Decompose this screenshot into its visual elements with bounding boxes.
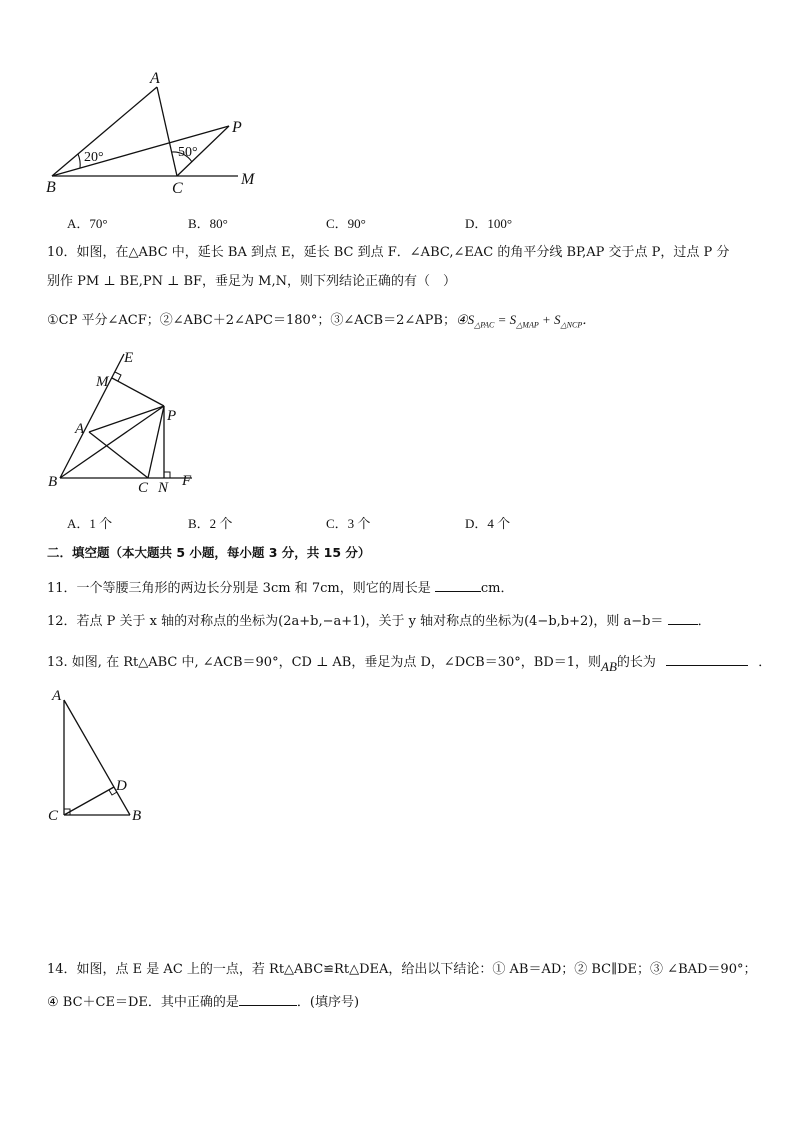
q12-text: 12．若点 P 关于 x 轴的对称点的坐标为(2a+b,−a+1)，关于 y 轴对称点的坐标为(4−b,b+2)，则 a−b＝ [47, 614, 664, 629]
q11-unit: cm． [480, 581, 514, 596]
q10-choice-d: D．4 个 [465, 516, 511, 531]
q10-statement-2: ②∠ABC＋2∠APC＝180°； [159, 313, 331, 328]
label-E: E [124, 350, 134, 366]
q9-choice-c: C．90° [326, 216, 366, 231]
segment-CD [64, 787, 114, 815]
q10-choice-c: C．3 个 [326, 516, 371, 531]
label-C: C [48, 808, 59, 824]
q13-tail: 的长为 [616, 655, 656, 670]
segment-BA [52, 87, 157, 176]
label-C: C [172, 180, 183, 196]
label-N: N [158, 480, 169, 496]
q10-choice-a: A．1 个 [67, 516, 113, 531]
label-P: P [232, 119, 242, 136]
q12-line [47, 611, 711, 631]
label-P: P [167, 408, 177, 424]
q10-line-2: 别作 PM ⊥ BE,PN ⊥ BF，垂足为 M,N，则下列结论正确的有（ ） [47, 274, 456, 289]
q14-line-1: 14．如图，点 E 是 AC 上的一点，若 Rt△ABC≌Rt△DEA，给出以下结论：① AB＝AD；② BC∥DE；③ ∠BAD＝90°； [47, 962, 757, 977]
q14-answer-blank[interactable] [239, 992, 297, 1006]
angle-arc-B [78, 154, 80, 168]
q13-ab: AB [601, 659, 617, 674]
q10-statement-4: $④S_{\triangle PAC} = S_{\triangle MAP} + S_{\triangle NCP}$． [455, 312, 596, 330]
figure-q10 [42, 346, 212, 496]
label-B: B [46, 179, 56, 196]
segment-CP [148, 406, 164, 478]
label-M: M [96, 374, 109, 390]
label-C: C [138, 480, 149, 496]
q11-answer-blank[interactable] [435, 578, 481, 592]
figure-q9 [40, 66, 280, 196]
segment-AC [157, 87, 177, 176]
q10-line-1: 10．如图，在△ABC 中，延长 BA 到点 E，延长 BC 到点 F．∠ABC,∠EAC 的角平分线 BP,AP 交于点 P，过点 P 分 [47, 245, 730, 260]
q13-answer-blank[interactable] [666, 652, 748, 666]
q10-statements [47, 311, 595, 335]
q14-end: ．(填序号) [296, 995, 360, 1010]
q14-text: ④ BC＋CE＝DE．其中正确的是 [47, 995, 239, 1010]
section-heading-fill-in: 二．填空题（本大题共 5 小题，每小题 3 分，共 15 分） [47, 545, 371, 560]
angle-label-B: 20° [84, 150, 104, 165]
q13-end: ． [758, 655, 772, 670]
segment-AC [89, 432, 148, 478]
q12-end: ． [697, 614, 711, 629]
label-B: B [48, 474, 58, 490]
label-F: F [182, 473, 192, 489]
angle-label-C: 50° [178, 145, 198, 160]
q10-choice-b: B．2 个 [188, 516, 233, 531]
q12-answer-blank[interactable] [668, 611, 698, 625]
q10-statement-1: ①CP 平分∠ACF； [47, 313, 160, 328]
q13-line [47, 652, 771, 672]
segment-BE [60, 354, 124, 478]
right-angle-mark-N [164, 472, 170, 478]
figure-q13 [44, 684, 154, 826]
q13-text: 13. 如图, 在 Rt△ABC 中, ∠ACB＝90°，CD ⊥ AB，垂足为点 D，∠DCB＝30°，BD＝1，则 [47, 655, 602, 670]
label-A: A [52, 688, 62, 704]
q9-choice-d: D．100° [465, 216, 513, 231]
label-M: M [241, 171, 255, 188]
q10-statement-3: ③∠ACB＝2∠APB； [330, 313, 456, 328]
q11-text: 11．一个等腰三角形的两边长分别是 3cm 和 7cm，则它的周长是 [47, 581, 431, 596]
q9-choice-b: B．80° [188, 216, 228, 231]
segment-AB [64, 700, 130, 815]
q14-line-2 [47, 992, 359, 1012]
label-D: D [116, 778, 127, 794]
segment-BP [60, 406, 164, 478]
label-B: B [132, 808, 142, 824]
q9-choice-a: A．70° [67, 216, 108, 231]
segment-MP [112, 378, 164, 406]
q11-line [47, 578, 513, 598]
segment-AP [89, 406, 164, 432]
label-A: A [75, 421, 85, 437]
label-A: A [150, 70, 160, 87]
